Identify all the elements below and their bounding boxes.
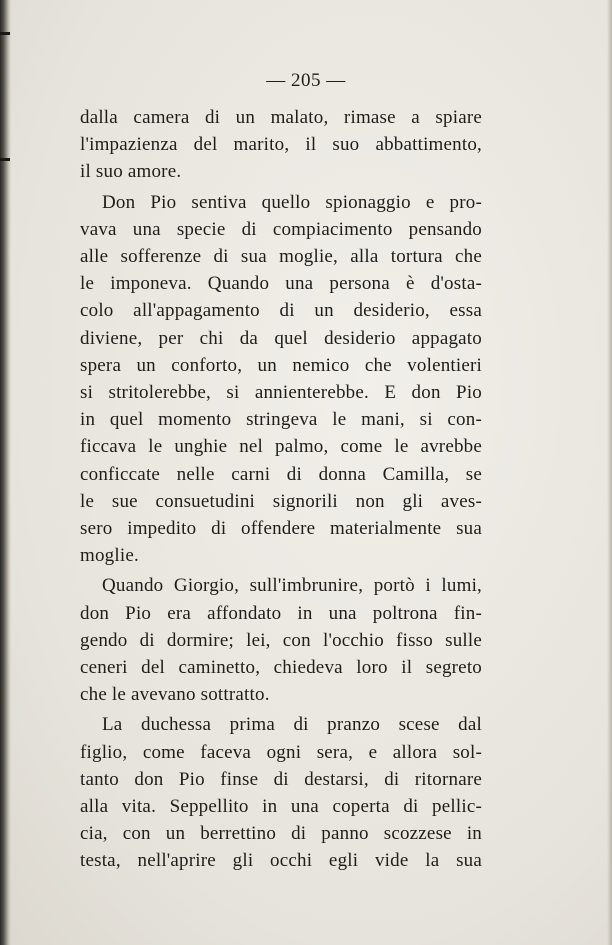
- text-line: colo all'appagamento di un desiderio, essa: [80, 300, 482, 322]
- body-text: [80, 104, 482, 875]
- text-line: le imponeva. Quando una persona è d'osta-: [80, 273, 482, 295]
- text-line: che le avevano sottratto.: [80, 684, 270, 706]
- text-line: dalla camera di un malato, rimase a spiare: [80, 107, 482, 128]
- text-line: Don Pio sentiva quello spionaggio e pro-: [102, 191, 482, 213]
- binding-mark: [0, 32, 10, 35]
- text-line: cia, con un berrettino di panno scozzese in: [80, 823, 482, 845]
- paragraph: [80, 572, 482, 708]
- text-line: diviene, per chi da quel desiderio appagato: [80, 327, 482, 349]
- binding-edge: [0, 0, 11, 945]
- text-line: alle sofferenze di sua moglie, alla tortura che: [80, 246, 482, 268]
- paragraph: [80, 189, 482, 570]
- text-line: alla vita. Seppellito in una coperta di pellic-: [80, 796, 482, 818]
- text-line: moglie.: [80, 545, 139, 567]
- text-line: ceneri del caminetto, chiedeva loro il segreto: [80, 657, 482, 679]
- text-line: conficcate nelle carni di donna Camilla, se: [80, 463, 482, 485]
- text-line: gendo di dormire; lei, con l'occhio fisso sulle: [80, 629, 482, 651]
- text-line: sero impedito di offendere materialmente sua: [80, 518, 482, 540]
- text-line: le sue consuetudini signorili non gli aves-: [80, 490, 482, 512]
- text-line: il suo amore.: [80, 161, 182, 183]
- page-right-edge: [607, 0, 612, 945]
- text-line: don Pio era affondato in una poltrona fin-: [80, 602, 482, 624]
- paragraph: [80, 711, 482, 874]
- binding-mark: [0, 158, 10, 161]
- text-line: La duchessa prima di pranzo scese dal: [102, 714, 482, 736]
- text-line: figlio, come faceva ogni sera, e allora sol-: [80, 741, 482, 763]
- text-line: spera un conforto, un nemico che volentieri: [80, 354, 482, 376]
- text-line: Quando Giorgio, sull'imbrunire, portò i lumi,: [102, 575, 482, 597]
- text-line: si stritolerebbe, si annienterebbe. E don Pio: [80, 382, 482, 404]
- text-line: l'impazienza del marito, il suo abbattimento,: [80, 134, 482, 156]
- text-line: ficcava le unghie nel palmo, come le avrebbe: [80, 436, 482, 458]
- text-line: tanto don Pio finse di destarsi, di ritornare: [80, 768, 482, 790]
- paragraph: [80, 104, 482, 186]
- text-line: testa, nell'aprire gli occhi egli vide la sua: [80, 850, 482, 872]
- text-line: in quel momento stringeva le mani, si con-: [80, 409, 482, 431]
- page-number: — 205 —: [266, 70, 346, 91]
- text-line: vava una specie di compiacimento pensando: [80, 218, 482, 240]
